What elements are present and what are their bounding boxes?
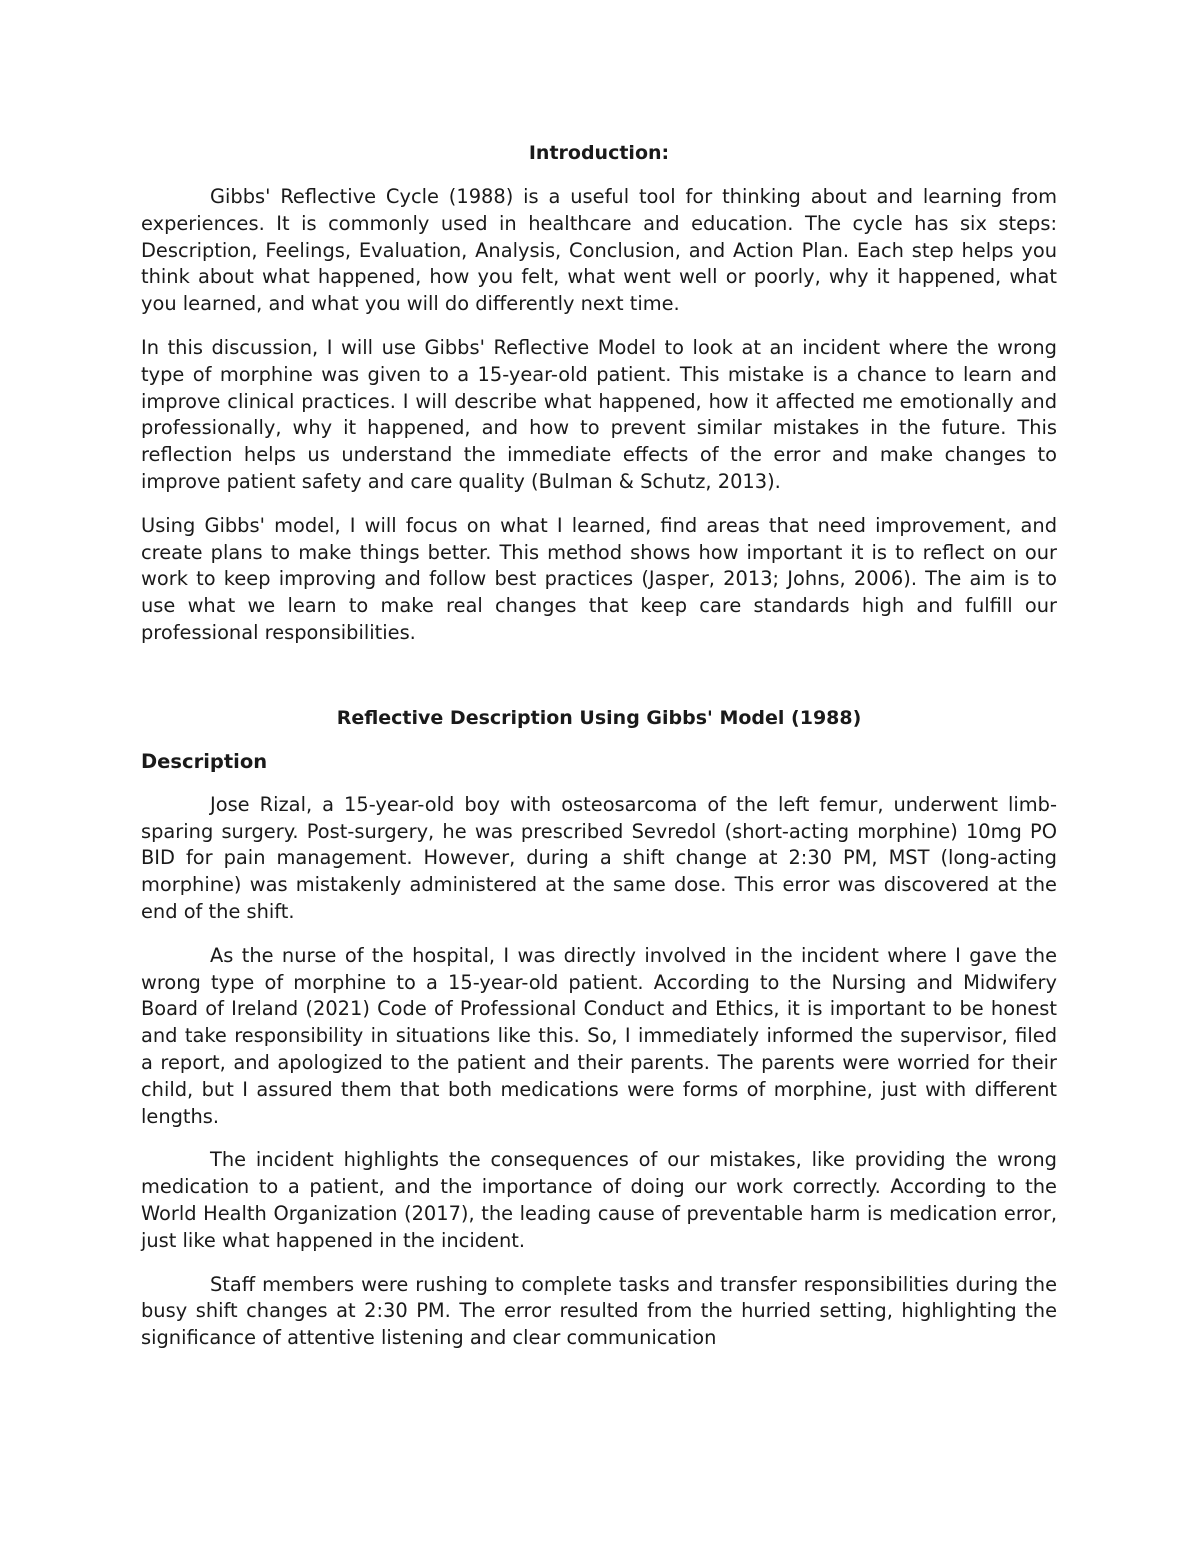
reflective-heading: Reflective Description Using Gibbs' Model (1988) (336, 706, 862, 729)
intro-heading: Introduction: (528, 142, 670, 164)
intro-paragraph-2: In this discussion, I will use Gibbs' Reflective Model to look at an incident where the wrong type of morphine was given to a 15-year-old patient. This mistake is a chance to learn and improve clinical practices. I will describe what happened, how it affected me emotionally and professionally, why it happened, and how to prevent similar mistakes in the future. This reflection helps us understand the immediate effects of the error and make changes to improve patient safety and care quality (Bulman & Schutz, 2013). (141, 335, 1057, 493)
document-page (141, 140, 1057, 1352)
description-paragraph-1: Jose Rizal, a 15-year-old boy with osteosarcoma of the left femur, underwent limb-sparing surgery. Post-surgery, he was prescribed Sevredol (short-acting morphine) 10mg PO BID for pain management. However, during a shift change at 2:30 PM, MST (long-acting morphine) was mistakenly administered at the same dose. This error was discovered at the end of the shift. (141, 792, 1057, 923)
description-paragraph-3: The incident highlights the consequences of our mistakes, like providing the wrong medication to a patient, and the importance of doing our work correctly. According to the World Health Organization (2017), the leading cause of preventable harm is medication error, just like what happened in the incident. (141, 1148, 1057, 1252)
intro-paragraph-1: Gibbs' Reflective Cycle (1988) is a useful tool for thinking about and learning from experiences. It is commonly used in healthcare and education. The cycle has six steps: Description, Feelings, Evaluation, Analysis, Conclusion, and Action Plan. Each step helps you think about what happened, how you felt, what went well or poorly, why it happened, what you learned, and what you will do differently next time. (141, 185, 1057, 316)
description-paragraph-4: Staff members were rushing to complete tasks and transfer responsibilities during the busy shift changes at 2:30 PM. The error resulted from the hurried setting, highlighting the significance of attentive listening and clear communication (141, 1272, 1057, 1350)
intro-paragraph-3: Using Gibbs' model, I will focus on what I learned, find areas that need improvement, and create plans to make things better. This method shows how important it is to reflect on our work to keep improving and follow best practices (Jasper, 2013; Johns, 2006). The aim is to use what we learn to make real changes that keep care standards high and fulfill our professional responsibilities. (141, 513, 1057, 644)
description-heading: Description (141, 749, 268, 773)
description-paragraph-2: As the nurse of the hospital, I was directly involved in the incident where I gave the wrong type of morphine to a 15-year-old patient. According to the Nursing and Midwifery Board of Ireland (2021) Code of Professional Conduct and Ethics, it is important to be honest and take responsibility in situations like this. So, I immediately informed the supervisor, filed a report, and apologized to the patient and their parents. The parents were worried for their child, but I assured them that both medications were forms of morphine, just with different lengths. (141, 943, 1057, 1128)
